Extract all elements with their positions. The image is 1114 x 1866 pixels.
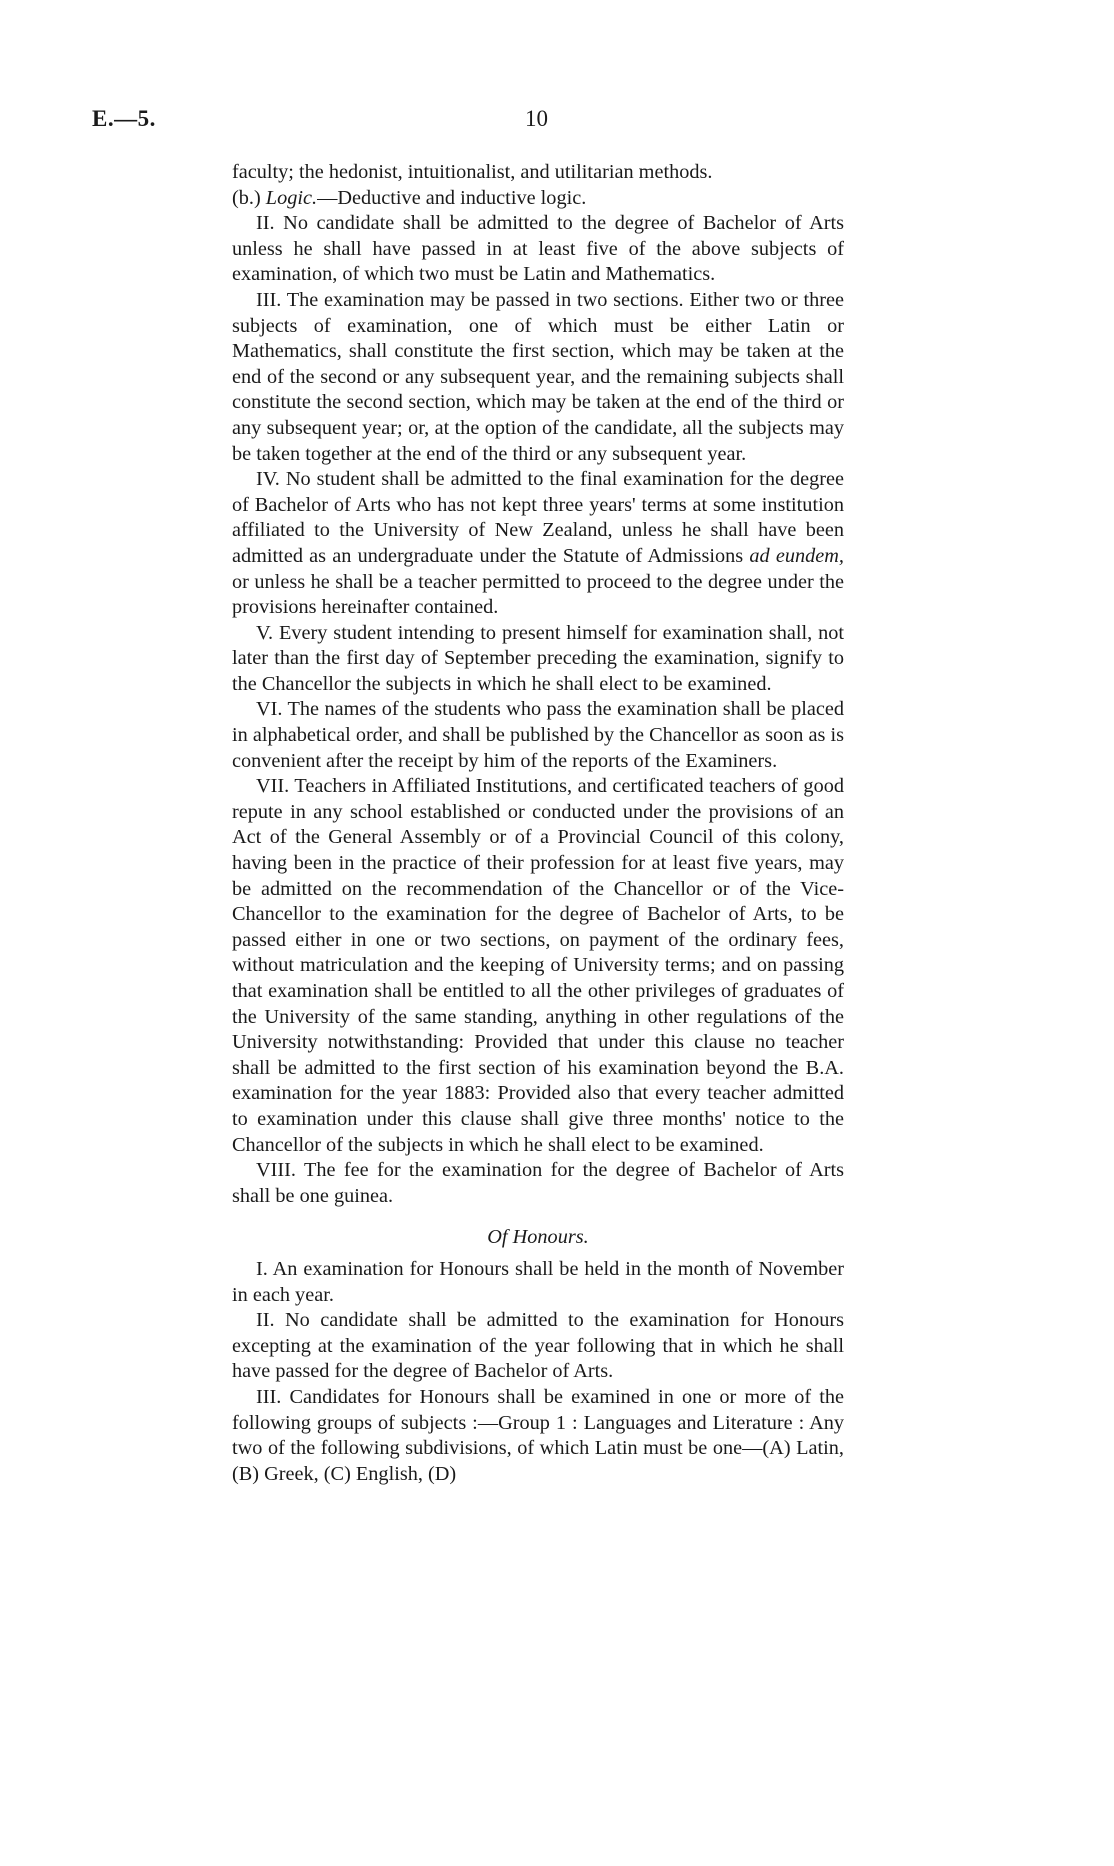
clause-iii: III. The examination may be passed in two sections. Either two or three subjects of examination, one of which must be either Latin or Mathematics, shall constitute the first section, which may be taken at the end of the second or any subsequent year, and the remaining subjects shall constitute the second section, which may be taken at the end of the third or any subsequent year; or, at the option of the candidate, all the subjects may be taken together at the end of the third or any subsequent year. (232, 288, 844, 465)
document-reference: E.—5. (92, 106, 156, 131)
section-heading-honours: Of Honours. (487, 1226, 589, 1249)
body-text (232, 160, 844, 1487)
clause-iv-text-b: or unless he shall be a teacher permitted to proceed to the degree under the provisions hereinafter contained. (232, 570, 844, 619)
subsection-text: —Deductive and inductive logic. (317, 186, 587, 209)
clause-iv-latin-term: ad eundem, (749, 544, 844, 567)
page-number: 10 (525, 106, 548, 131)
paragraph-continuation (232, 160, 844, 211)
clause-viii: VIII. The fee for the examination for the degree of Bachelor of Arts shall be one guinea. (232, 1159, 844, 1207)
clause-iv (232, 467, 844, 621)
clause-vii: VII. Teachers in Affiliated Institutions, and certificated teachers of good repute in any school established or conducted under the provisions of an Act of the General Assembly or of a Provincial Council of this colony, having been in the practice of their profession for at least five years, may be admitted on the recommendation of the Chancellor or of the Vice-Chancellor to the examination for the degree of Bachelor of Arts, to be passed either in one or two sections, on payment of the ordinary fees, without matriculation and the keeping of University terms; and on passing that examination shall be entitled to all the other privileges of graduates of the University of the same standing, anything in other regulations of the University notwithstanding: Provided that under this clause no teacher shall be admitted to the first section of his examination beyond the B.A. examination for the year 1883: Provided also that every teacher admitted to examination under this clause shall give three months' notice to the Chancellor of the subjects in which he shall elect to be examined. (232, 775, 844, 1156)
paragraph-text: faculty; the hedonist, intuitionalist, and utilitarian methods. (232, 161, 713, 183)
clause-iv-text-a: IV. No student shall be admitted to the final examination for the degree of Bachelor of Arts who has not kept three years' terms at some institution affiliated to the University of New Zealand, unless he shall have been admitted as an undergraduate under the Statute of Admissions (232, 468, 844, 567)
subsection-label: (b.) (232, 186, 266, 209)
clause-vi: VI. The names of the students who pass the examination shall be placed in alphabetical order, and shall be published by the Chancellor as soon as is convenient after the receipt by him of the reports of the Examiners. (232, 698, 844, 772)
honours-clause-i: I. An examination for Honours shall be held in the month of November in each year. (232, 1257, 844, 1306)
honours-clause-ii: II. No candidate shall be admitted to the examination for Honours excepting at the examination of the year following that in which he shall have passed for the degree of Bachelor of Arts. (232, 1309, 844, 1383)
clause-v: V. Every student intending to present himself for examination shall, not later than the first day of September preceding the examination, signify to the Chancellor the subjects in which he shall elect to be examined. (232, 621, 844, 695)
clause-ii: II. No candidate shall be admitted to the degree of Bachelor of Arts unless he shall have passed in at least five of the above subjects of examination, of which two must be Latin and Mathematics. (232, 212, 844, 286)
subsection-term: Logic. (265, 186, 318, 209)
honours-clause-iii: III. Candidates for Honours shall be examined in one or more of the following groups of subjects :—Group 1 : Languages and Literature : Any two of the following subdivisions, of which Latin must be one—(A) Latin, (B) Greek, (C) English, (D) (232, 1385, 844, 1485)
